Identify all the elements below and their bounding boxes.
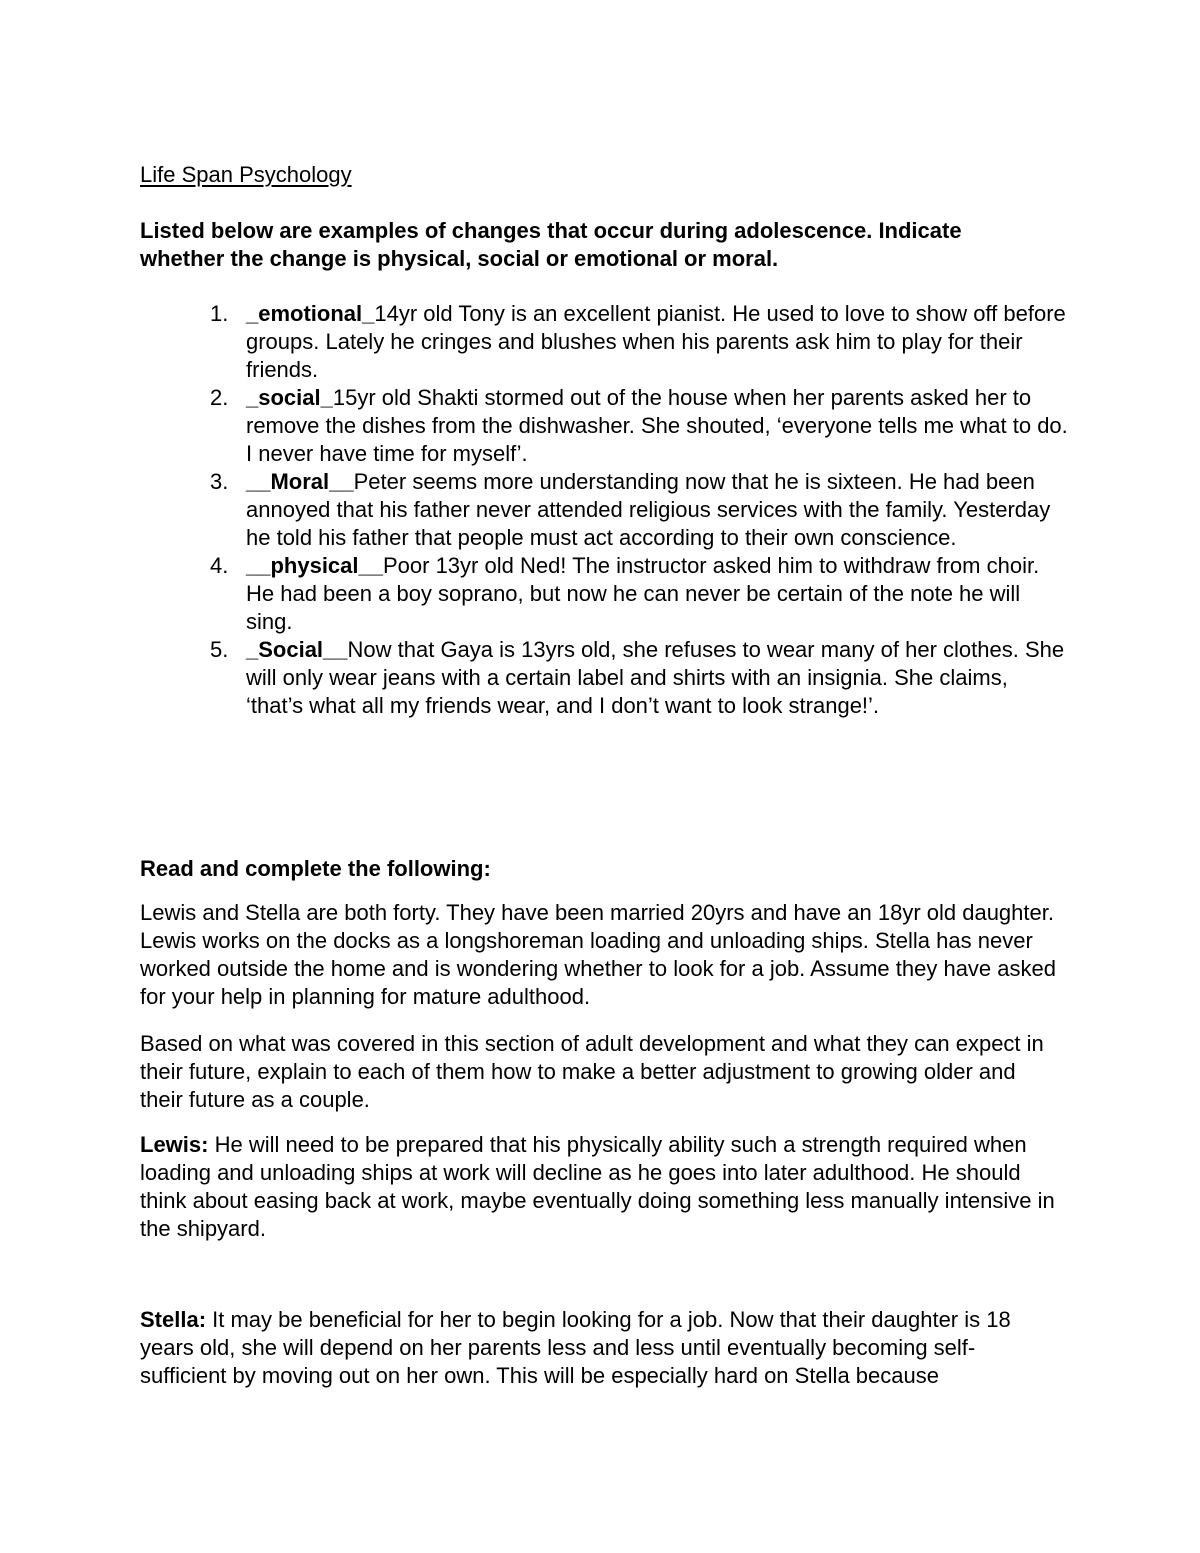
item-number: 2. bbox=[210, 385, 229, 410]
stella-text: It may be beneficial for her to begin looking for a job. Now that their daughter is 18 years old, she will depend on her parents less and less until eventually becoming self-sufficient by moving out on her own. This will be especially hard on Stella because bbox=[140, 1307, 1011, 1388]
item-text: Peter seems more understanding now that he is sixteen. He had been annoyed that his father never attended religious services with the family. Yesterday he told his father that people must act according to their own conscience. bbox=[246, 469, 1051, 550]
lewis-text: He will need to be prepared that his physically ability such a strength required when loading and unloading ships at work will decline as he goes into later adulthood. He should think about easing back at work, maybe eventually doing something less manually intensive in the shipyard. bbox=[140, 1132, 1055, 1241]
scenario-paragraph: Lewis and Stella are both forty. They have been married 20yrs and have an 18yr old daughter. Lewis works on the docks as a longshoreman loading and unloading ships. Stella has never worked outside the home and is wondering whether to look for a job. Assume they have asked for your help in planning for mature adulthood. bbox=[140, 900, 1056, 1009]
answer: _Social__ bbox=[246, 637, 348, 662]
item-number: 3. bbox=[210, 469, 229, 494]
item-number: 4. bbox=[210, 553, 229, 578]
item-text: 14yr old Tony is an excellent pianist. He used to love to show off before groups. Lately he cringes and blushes when his parents ask him to play for their friends. bbox=[246, 301, 1066, 382]
list-item bbox=[210, 636, 1070, 720]
answer: __Moral__ bbox=[246, 469, 354, 494]
item-text: Now that Gaya is 13yrs old, she refuses to wear many of her clothes. She will only wear jeans with a certain label and shirts with an insignia. She claims, ‘that’s what all my friends wear, and I don’t want to look strange!’. bbox=[246, 637, 1065, 718]
section-heading: Read and complete the following: bbox=[140, 856, 491, 881]
lewis-label: Lewis: bbox=[140, 1132, 209, 1157]
answer: __physical__ bbox=[246, 553, 383, 578]
answer: _social_ bbox=[246, 385, 333, 410]
list-item bbox=[210, 384, 1070, 468]
item-text: Poor 13yr old Ned! The instructor asked him to withdraw from choir. He had been a boy soprano, but now he can never be certain of the note he will sing. bbox=[246, 553, 1040, 634]
list-item bbox=[210, 468, 1070, 552]
stella-label: Stella: bbox=[140, 1307, 207, 1332]
prompt-paragraph: Based on what was covered in this section of adult development and what they can expect in their future, explain to each of them how to make a better adjustment to growing older and their future as a couple. bbox=[140, 1031, 1044, 1112]
answer: _emotional_ bbox=[246, 301, 375, 326]
item-text: 15yr old Shakti stormed out of the house when her parents asked her to remove the dishes from the dishwasher. She shouted, ‘everyone tells me what to do. I never have time for myself’. bbox=[246, 385, 1068, 466]
item-number: 5. bbox=[210, 637, 229, 662]
list-item bbox=[210, 300, 1070, 384]
stella-answer bbox=[140, 1306, 1060, 1390]
lewis-answer bbox=[140, 1131, 1060, 1243]
list-item bbox=[210, 552, 1070, 636]
page-title: Life Span Psychology bbox=[140, 162, 352, 187]
instructions: Listed below are examples of changes that occur during adolescence. Indicate whether the change is physical, social or emotional or moral. bbox=[140, 218, 962, 271]
item-number: 1. bbox=[210, 301, 229, 326]
question-list bbox=[210, 300, 1070, 720]
